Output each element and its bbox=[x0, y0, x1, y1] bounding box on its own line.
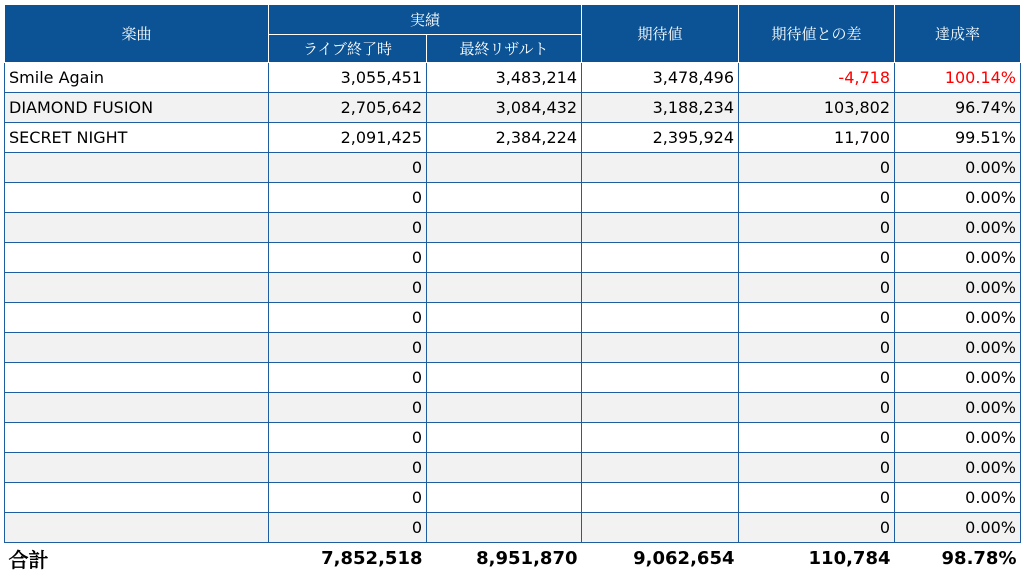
cell-diff: 0 bbox=[739, 513, 895, 543]
cell-live-end: 3,055,451 bbox=[269, 63, 427, 93]
cell-song bbox=[5, 303, 269, 333]
cell-song bbox=[5, 183, 269, 213]
cell-live-end: 0 bbox=[269, 303, 427, 333]
cell-song bbox=[5, 243, 269, 273]
cell-live-end: 0 bbox=[269, 453, 427, 483]
total-rate: 98.78% bbox=[895, 543, 1021, 575]
cell-rate: 0.00% bbox=[895, 513, 1021, 543]
table-row bbox=[5, 303, 1021, 333]
table-row bbox=[5, 243, 1021, 273]
cell-rate: 99.51% bbox=[895, 123, 1021, 153]
total-final-result: 8,951,870 bbox=[427, 543, 582, 575]
table-row bbox=[5, 363, 1021, 393]
cell-diff: 0 bbox=[739, 363, 895, 393]
cell-live-end: 2,705,642 bbox=[269, 93, 427, 123]
cell-song bbox=[5, 333, 269, 363]
cell-final-result bbox=[427, 303, 582, 333]
total-diff: 110,784 bbox=[739, 543, 895, 575]
cell-rate: 0.00% bbox=[895, 333, 1021, 363]
table-header bbox=[5, 5, 1021, 63]
cell-expected bbox=[582, 303, 739, 333]
cell-song bbox=[5, 513, 269, 543]
cell-rate: 0.00% bbox=[895, 243, 1021, 273]
cell-live-end: 0 bbox=[269, 273, 427, 303]
cell-diff: 0 bbox=[739, 453, 895, 483]
cell-rate: 0.00% bbox=[895, 483, 1021, 513]
cell-expected bbox=[582, 273, 739, 303]
table-row bbox=[5, 273, 1021, 303]
table-row bbox=[5, 183, 1021, 213]
table-row bbox=[5, 123, 1021, 153]
col-header-song: 楽曲 bbox=[5, 5, 269, 63]
col-header-final-result: 最終リザルト bbox=[427, 35, 582, 63]
cell-song bbox=[5, 273, 269, 303]
table-row bbox=[5, 453, 1021, 483]
cell-diff: 0 bbox=[739, 183, 895, 213]
cell-rate: 0.00% bbox=[895, 183, 1021, 213]
cell-rate: 0.00% bbox=[895, 423, 1021, 453]
cell-song bbox=[5, 423, 269, 453]
cell-final-result bbox=[427, 153, 582, 183]
table-row bbox=[5, 483, 1021, 513]
cell-live-end: 0 bbox=[269, 183, 427, 213]
table-body bbox=[5, 63, 1021, 543]
cell-rate: 96.74% bbox=[895, 93, 1021, 123]
cell-expected bbox=[582, 483, 739, 513]
score-table bbox=[4, 4, 1021, 575]
cell-final-result: 2,384,224 bbox=[427, 123, 582, 153]
col-header-actual: 実績 bbox=[269, 5, 582, 35]
cell-final-result: 3,483,214 bbox=[427, 63, 582, 93]
cell-expected: 3,478,496 bbox=[582, 63, 739, 93]
cell-diff: 0 bbox=[739, 243, 895, 273]
cell-final-result: 3,084,432 bbox=[427, 93, 582, 123]
cell-rate: 0.00% bbox=[895, 393, 1021, 423]
cell-diff: 0 bbox=[739, 213, 895, 243]
total-label: 合計 bbox=[5, 543, 269, 575]
cell-song bbox=[5, 213, 269, 243]
cell-final-result bbox=[427, 333, 582, 363]
cell-rate: 0.00% bbox=[895, 213, 1021, 243]
table-row bbox=[5, 393, 1021, 423]
cell-expected bbox=[582, 423, 739, 453]
total-expected: 9,062,654 bbox=[582, 543, 739, 575]
table-row bbox=[5, 423, 1021, 453]
cell-expected bbox=[582, 333, 739, 363]
cell-expected: 2,395,924 bbox=[582, 123, 739, 153]
cell-song: DIAMOND FUSION bbox=[5, 93, 269, 123]
table-row bbox=[5, 333, 1021, 363]
cell-live-end: 0 bbox=[269, 153, 427, 183]
cell-diff: 0 bbox=[739, 303, 895, 333]
cell-live-end: 0 bbox=[269, 243, 427, 273]
cell-diff: 11,700 bbox=[739, 123, 895, 153]
col-header-expected: 期待値 bbox=[582, 5, 739, 63]
cell-song bbox=[5, 363, 269, 393]
cell-final-result bbox=[427, 483, 582, 513]
cell-expected bbox=[582, 513, 739, 543]
cell-expected bbox=[582, 393, 739, 423]
cell-final-result bbox=[427, 273, 582, 303]
cell-expected bbox=[582, 453, 739, 483]
cell-final-result bbox=[427, 423, 582, 453]
cell-final-result bbox=[427, 513, 582, 543]
cell-rate: 0.00% bbox=[895, 303, 1021, 333]
cell-final-result bbox=[427, 213, 582, 243]
total-live-end: 7,852,518 bbox=[269, 543, 427, 575]
cell-live-end: 2,091,425 bbox=[269, 123, 427, 153]
cell-diff: -4,718 bbox=[739, 63, 895, 93]
cell-final-result bbox=[427, 183, 582, 213]
col-header-rate: 達成率 bbox=[895, 5, 1021, 63]
cell-rate: 100.14% bbox=[895, 63, 1021, 93]
col-header-diff: 期待値との差 bbox=[739, 5, 895, 63]
cell-live-end: 0 bbox=[269, 423, 427, 453]
cell-final-result bbox=[427, 243, 582, 273]
cell-expected bbox=[582, 213, 739, 243]
cell-song bbox=[5, 453, 269, 483]
col-header-live-end: ライブ終了時 bbox=[269, 35, 427, 63]
table-row bbox=[5, 213, 1021, 243]
cell-expected bbox=[582, 183, 739, 213]
table-row bbox=[5, 93, 1021, 123]
cell-rate: 0.00% bbox=[895, 453, 1021, 483]
cell-expected: 3,188,234 bbox=[582, 93, 739, 123]
cell-final-result bbox=[427, 453, 582, 483]
cell-song bbox=[5, 153, 269, 183]
cell-diff: 0 bbox=[739, 393, 895, 423]
cell-song: Smile Again bbox=[5, 63, 269, 93]
cell-live-end: 0 bbox=[269, 483, 427, 513]
cell-song: SECRET NIGHT bbox=[5, 123, 269, 153]
cell-diff: 0 bbox=[739, 153, 895, 183]
cell-rate: 0.00% bbox=[895, 273, 1021, 303]
cell-song bbox=[5, 483, 269, 513]
cell-expected bbox=[582, 243, 739, 273]
cell-live-end: 0 bbox=[269, 333, 427, 363]
cell-diff: 0 bbox=[739, 423, 895, 453]
cell-song bbox=[5, 393, 269, 423]
cell-live-end: 0 bbox=[269, 363, 427, 393]
cell-rate: 0.00% bbox=[895, 153, 1021, 183]
table-row bbox=[5, 513, 1021, 543]
cell-expected bbox=[582, 363, 739, 393]
table-row bbox=[5, 63, 1021, 93]
cell-rate: 0.00% bbox=[895, 363, 1021, 393]
table-row bbox=[5, 153, 1021, 183]
cell-live-end: 0 bbox=[269, 393, 427, 423]
cell-diff: 103,802 bbox=[739, 93, 895, 123]
cell-diff: 0 bbox=[739, 333, 895, 363]
cell-live-end: 0 bbox=[269, 213, 427, 243]
total-row bbox=[5, 543, 1021, 575]
cell-final-result bbox=[427, 363, 582, 393]
cell-diff: 0 bbox=[739, 483, 895, 513]
cell-diff: 0 bbox=[739, 273, 895, 303]
cell-live-end: 0 bbox=[269, 513, 427, 543]
cell-expected bbox=[582, 153, 739, 183]
cell-final-result bbox=[427, 393, 582, 423]
